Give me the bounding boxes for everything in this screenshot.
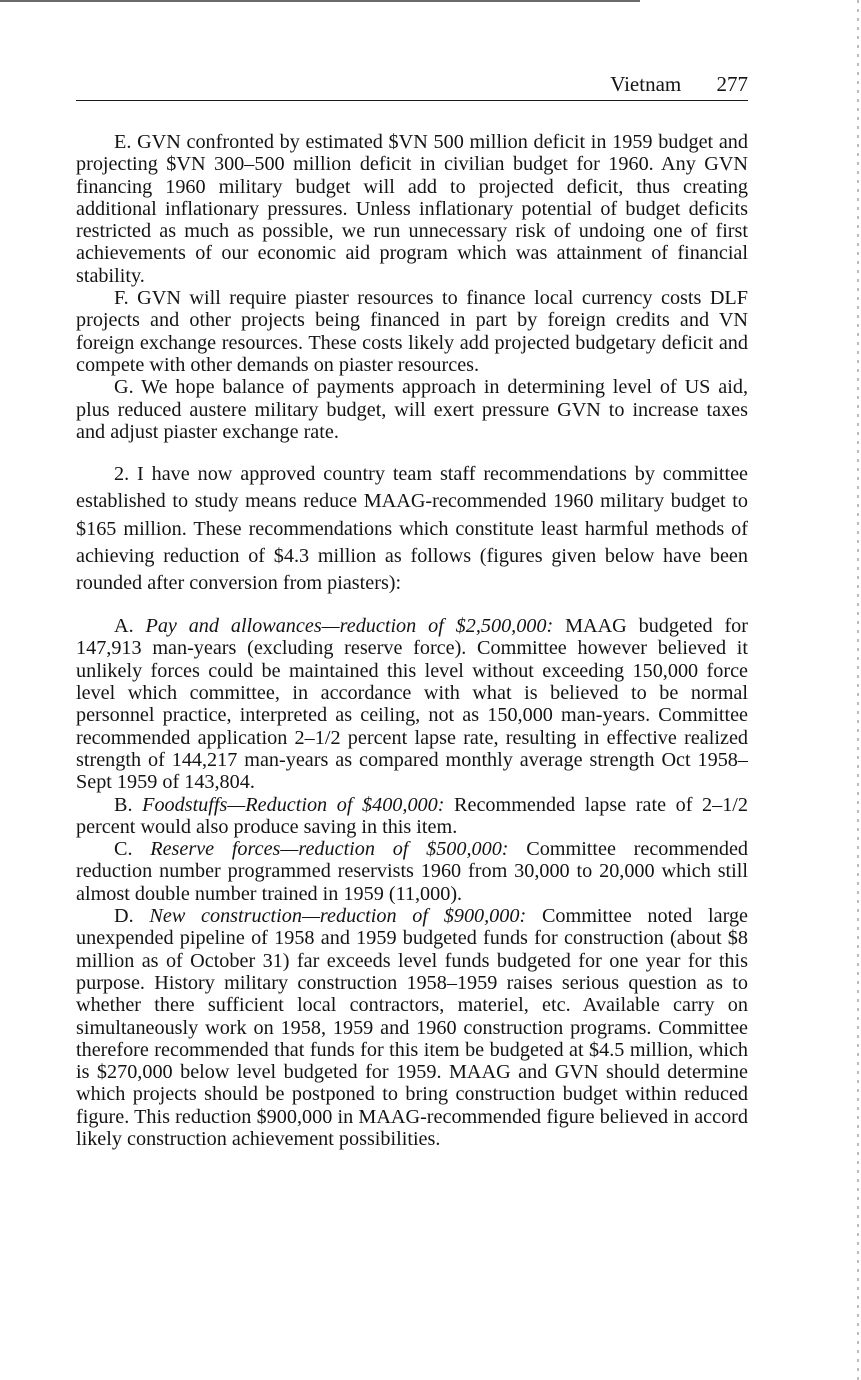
paragraph-b <box>76 794 748 839</box>
paragraph-e: E. GVN confronted by estimated $VN 500 million deficit in 1959 budget and projecting $VN 300–500 million deficit in civilian budget for 1960. Any GVN financing 1960 military budget will add to projected deficit, thus creating additional inflationary pressures. Unless inflationary potential of budget deficits restricted as much as possible, we run unnecessary risk of undoing one of first achievements of our economic aid program which was attainment of financial stability. <box>76 131 748 287</box>
paragraph-c-prefix: C. <box>114 838 151 861</box>
paragraph-c-text: Committee recommended reduction number programmed reservists 1960 from 30,000 to 20,000 which still almost double number trained in 1959 (11,000). <box>76 838 749 905</box>
paragraph-g: G. We hope balance of payments approach in determining level of US aid, plus reduced austere military budget, will exert pressure GVN to increase taxes and adjust piaster exchange rate. <box>76 376 748 443</box>
running-head <box>76 72 748 101</box>
paragraph-b-text: Recommended lapse rate of 2–1/2 percent would also produce saving in this item. <box>76 793 748 838</box>
paragraph-a-text: MAAG budgeted for 147,913 man-years (excluding reserve force). Committee however believed it unlikely forces could be maintained this level without exceeding 150,000 force level which committee, in accordance with what is believed to be normal personnel practice, interpreted as ceiling, not as 150,000 man-years. Committee recommended application 2–1/2 percent lapse rate, resulting in effective realized strength of 144,217 man-years as compared monthly average strength Oct 1958–Sept 1959 of 143,804. <box>76 615 748 794</box>
page-number: 277 <box>716 72 748 96</box>
paragraph-d <box>76 905 748 1150</box>
running-head-title: Vietnam <box>610 72 682 96</box>
document-body <box>76 131 748 1150</box>
paragraph-c-heading: Reserve forces—reduction of $500,000: <box>150 838 509 861</box>
paragraph-a <box>76 615 748 793</box>
paragraph-d-heading: New construction—reduction of $900,000: <box>149 905 527 928</box>
paragraph-b-heading: Foodstuffs—Reduction of $400,000: <box>142 793 445 816</box>
paragraph-a-heading: Pay and allowances—reduction of $2,500,000: <box>145 615 554 638</box>
scan-edge-mark <box>857 0 859 1380</box>
scan-top-rule <box>0 0 640 2</box>
paragraph-d-text: Committee noted large unexpended pipeline of 1958 and 1959 budgeted funds for construction (about $8 million as of October 31) far exceeds level funds budgeted for one year for this purpose. History military construction 1958–1959 raises serious question as to whether there sufficient local contractors, materiel, etc. Available carry on simultaneously work on 1958, 1959 and 1960 construction programs. Committee therefore recommended that funds for this item be budgeted at $4.5 million, which is $270,000 below level budgeted for 1959. MAAG and GVN should determine which projects should be postponed to bring construction budget within reduced figure. This reduction $900,000 in MAAG-recommended figure believed in accord likely construction achievement possibilities. <box>76 905 748 1150</box>
paragraph-d-prefix: D. <box>114 905 150 928</box>
paragraph-c <box>76 838 748 905</box>
paragraph-f: F. GVN will require piaster resources to finance local currency costs DLF projects and other projects being financed in part by foreign credits and VN foreign exchange resources. These costs likely add projected budgetary deficit and compete with other demands on piaster resources. <box>76 287 748 376</box>
paragraph-b-prefix: B. <box>114 793 143 816</box>
paragraph-a-prefix: A. <box>114 615 146 638</box>
paragraph-2: 2. I have now approved country team staff recommendations by committee established to study means reduce MAAG-recommended 1960 military budget to $165 million. These recommendations which constitute least harmful methods of achieving reduction of $4.3 million as follows (figures given below have been rounded after conversion from piasters): <box>76 463 748 594</box>
